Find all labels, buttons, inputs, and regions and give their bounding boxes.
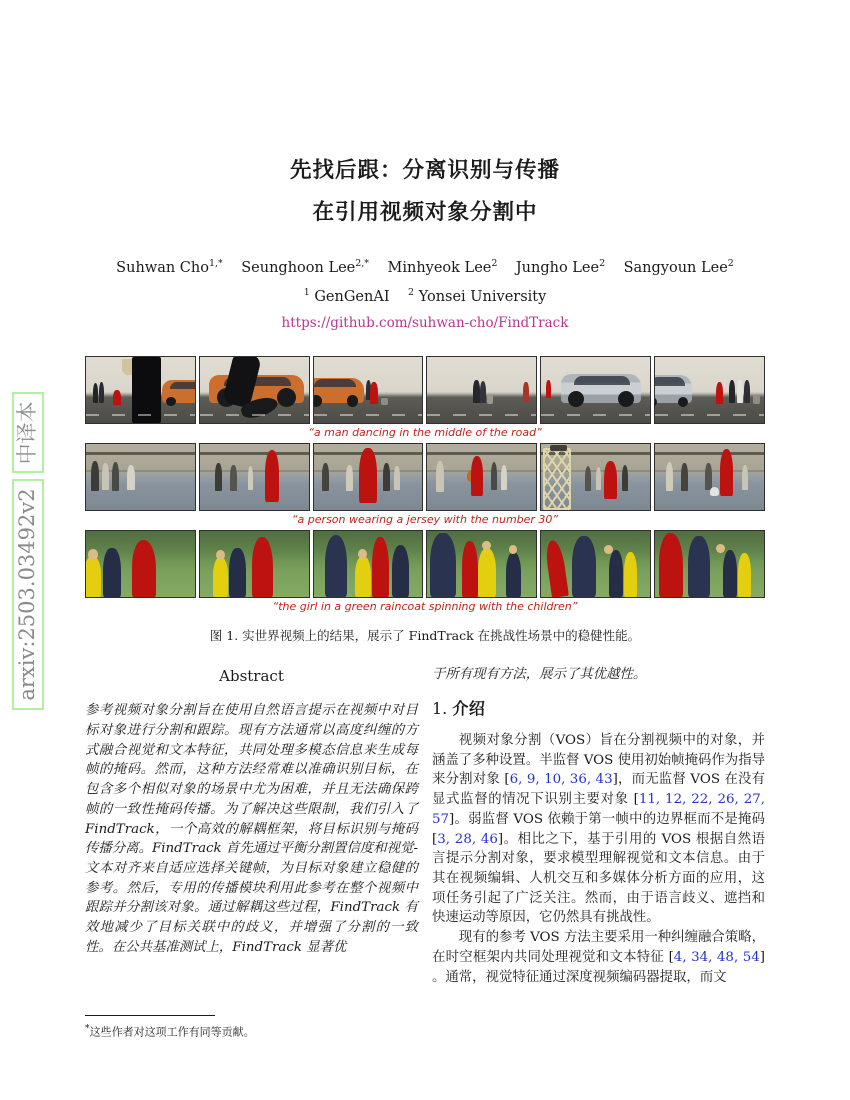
person-silhouette: [322, 463, 329, 491]
section-heading-introduction: [432, 699, 765, 719]
person-silhouette: [102, 463, 109, 489]
figure-1: [85, 356, 765, 644]
dog-shape: [710, 487, 720, 496]
section-number: 1.: [432, 699, 453, 719]
person-silhouette: [229, 548, 245, 597]
video-frame: [654, 356, 765, 424]
video-frame: [654, 530, 765, 598]
person-silhouette: [501, 465, 507, 490]
footnote-rule: [85, 1015, 215, 1016]
mask-overlay: [359, 448, 376, 503]
person-silhouette: [230, 465, 237, 491]
car-shape: [313, 378, 364, 403]
person-silhouette: [491, 462, 498, 490]
person-silhouette: [355, 556, 371, 597]
person-silhouette: [112, 462, 119, 491]
strip-caption-court: “a person wearing a jersey with the number 30”: [291, 512, 559, 526]
mask-overlay: [370, 382, 378, 404]
citation[interactable]: 4, 34, 48, 54: [673, 949, 760, 965]
box-shape: [487, 395, 492, 404]
person-silhouette: [394, 466, 399, 490]
paper-title: [85, 150, 765, 234]
car-window-shape: [314, 379, 355, 387]
arxiv-id-badge: arxiv:2503.03492v2: [12, 479, 44, 709]
text-run: 视频对象分割（VOS）旨在分割视频中的对象，并涵盖了多种设置。半监督 VOS 使用初始帧掩码作为指导来分割对象 [: [432, 733, 765, 788]
citation[interactable]: 11, 12, 22, 26, 27, 57: [432, 792, 765, 827]
person-silhouette: [666, 462, 673, 491]
person-silhouette: [742, 465, 748, 490]
mask-overlay: [372, 537, 388, 596]
person-silhouette: [681, 463, 688, 491]
text-run: GenGenAI: [309, 288, 408, 305]
video-frame: [85, 443, 196, 511]
abstract-continuation: 于所有现有方法，展示了其优越性。: [432, 666, 647, 682]
video-frame: [540, 356, 651, 424]
video-frame: [540, 530, 651, 598]
person-silhouette: [729, 380, 735, 402]
citation[interactable]: 3, 28, 46: [437, 831, 498, 847]
video-frame: [313, 356, 424, 424]
abstract-body: 参考视频对象分割旨在使用自然语言提示在视频中对目标对象进行分割和跟踪。现有方法通常以高度纠缠的方式融合视觉和文本特征，共同处理多模态信息来生成每帧的掩码。然而，这种方法经常难以准确识别目标，在包含多个相似对象的场景中尤为困难，并且无法确保跨帧的一致性掩码传播。为了解决这些限制，我们引入了 FindTrack，一个高效的解耦框架，将目标识别与掩码传播分离。FindTrack 首先通过平衡分割置信度和视觉-文本对齐来自适应选择关键帧，为目标对象建立稳健的参考。然后，专用的传播模块利用此参考在整个视频中跟踪并分割该对象。通过解耦这些过程，FindTrack 有效地减少了目标关联中的歧义，并增强了分割的一致性。在公共基准测试上，FindTrack 显著优: [85, 703, 418, 955]
video-frame: [426, 443, 537, 511]
car-window-shape: [574, 376, 630, 385]
text-run: Suhwan Cho: [116, 259, 209, 276]
footnote-text: [85, 1021, 418, 1040]
intro-paragraph-1: [432, 731, 765, 928]
video-frame: [85, 530, 196, 598]
person-silhouette: [85, 556, 101, 597]
person-silhouette: [213, 557, 228, 597]
text-run: ]。弱监督 VOS 依赖于第一帧中的边界框而不是掩码 [: [432, 811, 765, 847]
citation[interactable]: 6, 9, 10, 36, 43: [509, 772, 613, 788]
mask-overlay: [716, 382, 723, 404]
translation-badge: 中译本: [12, 392, 44, 473]
person-silhouette: [383, 463, 390, 491]
footnote: [85, 1015, 418, 1040]
repo-link-row: [85, 315, 765, 331]
car-shape: [654, 375, 692, 403]
text-run: ]。相比之下，基于引用的 VOS 根据自然语言提示分割对象，要求模型理解视觉和文本信息。由于其在视频编辑、人机交互和多媒体分析方面的应用，这项任务引起了广泛关注。然而，由于语言歧义、遮挡和快速运动等原因，它仍然具有挑战性。: [432, 831, 766, 926]
backboard-shape: [550, 445, 567, 451]
text-run: Seunghoon Lee: [241, 259, 356, 276]
mask-overlay: [604, 461, 617, 499]
video-frame: [199, 530, 310, 598]
text-run: [497, 260, 515, 276]
strip-caption-road: “a man dancing in the middle of the road”: [308, 425, 542, 439]
abstract-heading: Abstract: [219, 666, 284, 685]
car-window-shape: [170, 382, 196, 389]
person-silhouette: [609, 550, 623, 596]
section-title: 介绍: [452, 699, 486, 719]
mask-overlay: [546, 380, 551, 397]
text-run: [369, 260, 387, 276]
video-frame: [313, 530, 424, 598]
text-run: Minhyeok Lee: [387, 259, 492, 276]
text-run: 1,*: [208, 258, 223, 269]
person-silhouette: [480, 381, 487, 403]
github-link[interactable]: https://github.com/suhwan-cho/FindTrack: [281, 314, 569, 331]
person-silhouette: [523, 382, 528, 402]
mask-overlay: [113, 390, 121, 406]
right-column: [432, 665, 765, 1040]
person-silhouette: [624, 552, 637, 597]
car-window-shape: [654, 377, 685, 386]
person-silhouette: [103, 548, 120, 597]
text-run: 这些作者对这项工作有同等贡献。: [89, 1025, 255, 1039]
person-silhouette: [572, 536, 596, 597]
author-list: [85, 258, 765, 276]
person-silhouette: [622, 465, 629, 491]
car-shape: [561, 374, 642, 403]
person-silhouette: [506, 552, 521, 597]
paper-title-line2: 在引用视频对象分割中: [312, 200, 538, 225]
car-shape: [162, 380, 196, 402]
video-strip-park: [85, 530, 765, 598]
two-column-body: [85, 665, 765, 1040]
mask-overlay: [252, 537, 273, 596]
person-silhouette: [596, 467, 601, 489]
person-silhouette: [737, 380, 743, 403]
text-run: Yonsei University: [414, 288, 547, 305]
person-silhouette: [478, 548, 497, 597]
mask-overlay: [471, 456, 483, 497]
person-silhouette: [705, 463, 712, 489]
text-run: ]，而无监督 VOS 在没有显式监督的情况下识别主要对象 [: [432, 772, 766, 808]
arxiv-watermark: [10, 386, 46, 716]
person-silhouette: [93, 383, 98, 403]
mask-overlay: [462, 541, 477, 596]
person-silhouette: [215, 463, 222, 491]
mask-overlay: [544, 539, 569, 598]
video-strip-road: [85, 356, 765, 424]
head-shape: [716, 544, 725, 553]
video-strip-court: [85, 443, 765, 511]
person-silhouette: [99, 382, 104, 402]
text-run: 1: [303, 286, 310, 298]
mask-overlay: [720, 449, 733, 497]
person-silhouette: [325, 535, 348, 597]
person-silhouette: [723, 550, 737, 596]
text-run: [223, 260, 241, 276]
text-run: [605, 260, 623, 276]
person-silhouette: [392, 545, 409, 596]
person-silhouette: [346, 465, 353, 491]
text-run: *: [85, 1023, 90, 1034]
text-run: 2: [599, 258, 606, 269]
video-frame: [199, 356, 310, 424]
video-frame: [199, 443, 310, 511]
head-shape: [88, 549, 98, 560]
text-run: 2,*: [355, 258, 370, 269]
head-shape: [358, 549, 367, 559]
head-shape: [509, 545, 517, 554]
person-silhouette: [430, 533, 456, 596]
person-silhouette: [436, 461, 444, 493]
person-silhouette: [688, 536, 710, 597]
affiliations: [85, 287, 765, 305]
left-column: [85, 665, 418, 1040]
text-run: 现有的参考 VOS 方法主要采用一种纠缠融合策略，在时空框架内共同处理视觉和文本特征 [: [432, 930, 765, 965]
person-silhouette: [585, 466, 592, 491]
video-frame: [313, 443, 424, 511]
foreground-silhouette: [132, 357, 161, 423]
video-frame: [426, 530, 537, 598]
video-frame: [654, 443, 765, 511]
head-shape: [482, 541, 491, 550]
intro-paragraph-2: [432, 928, 765, 987]
box-shape: [381, 398, 388, 406]
paper-title-line1: 先找后跟：分离识别与传播: [289, 158, 560, 183]
text-run: ] 。通常，视觉特征通过深度视频编码器提取，而文: [432, 949, 765, 985]
figure-caption: 图 1. 实世界视频上的结果，展示了 FindTrack 在挑战性场景中的稳健性能。: [209, 627, 641, 643]
person-silhouette: [91, 461, 99, 491]
video-frame: [540, 443, 651, 511]
text-run: 2: [727, 258, 734, 269]
text-run: 2: [408, 286, 415, 298]
mask-overlay: [132, 540, 156, 597]
text-run: Jungho Lee: [515, 259, 600, 276]
video-frame: [426, 356, 537, 424]
mask-overlay: [265, 450, 279, 501]
text-run: 2: [491, 258, 498, 269]
text-run: Sangyoun Lee: [623, 259, 728, 276]
box-shape: [753, 395, 760, 404]
person-silhouette: [738, 553, 751, 597]
hoop-lattice: [543, 448, 571, 510]
strip-caption-park: “the girl in a green raincoat spinning with the children”: [272, 599, 578, 613]
person-silhouette: [473, 380, 480, 402]
person-silhouette: [248, 466, 253, 490]
video-frame: [85, 356, 196, 424]
person-silhouette: [744, 380, 750, 402]
mask-overlay: [659, 533, 683, 596]
person-silhouette: [127, 465, 135, 490]
